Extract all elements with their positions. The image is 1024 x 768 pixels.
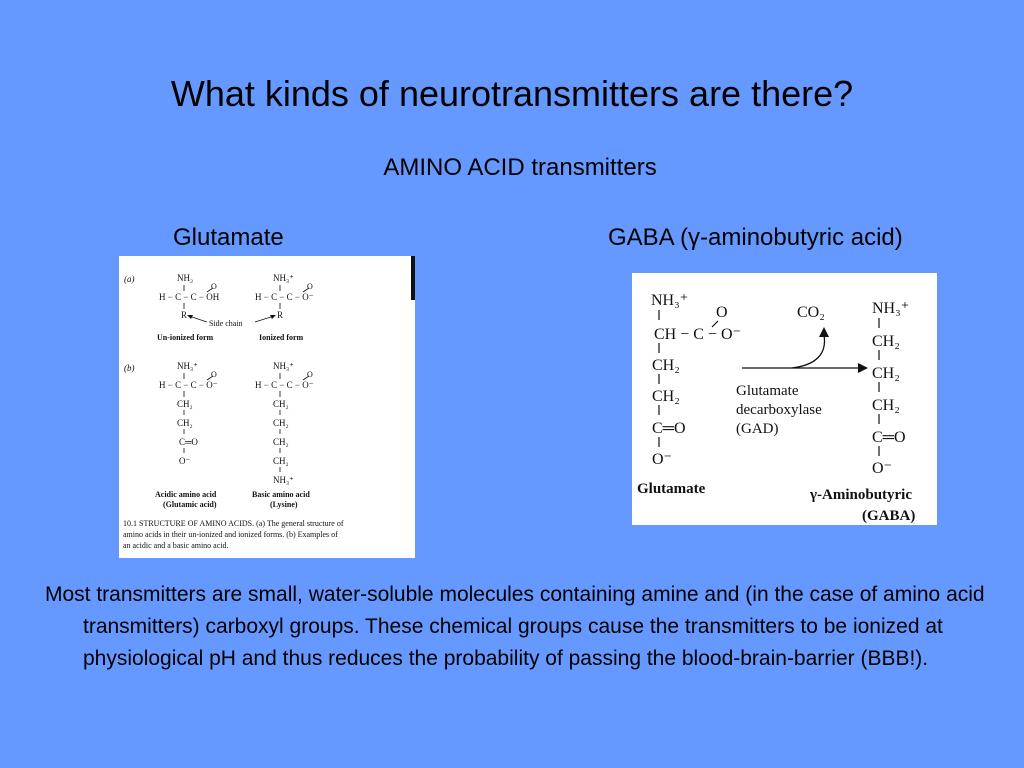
enzyme-abbrev: (GAD) (736, 421, 779, 437)
svg-text:CH − C − O⁻: CH − C − O⁻ (654, 326, 741, 343)
amino-acid-structure-diagram (119, 256, 415, 558)
svg-text:O⁻: O⁻ (872, 460, 892, 477)
svg-text:H − C − C − O⁻: H − C − C − O⁻ (255, 380, 314, 390)
basic-example: (Lysine) (270, 500, 298, 509)
svg-text:NH₃⁺: NH₃⁺ (177, 361, 198, 371)
gaba-synthesis-figure (632, 273, 937, 525)
svg-text:O: O (307, 370, 313, 379)
side-chain-label: Side chain (209, 319, 243, 328)
svg-text:NH₃⁺: NH₃⁺ (651, 292, 689, 309)
caption-line-1: 10.1 STRUCTURE OF AMINO ACIDS. (a) The general structure of (123, 519, 344, 528)
svg-text:CH₂: CH₂ (872, 365, 900, 382)
slide-title: What kinds of neurotransmitters are there? (170, 73, 854, 114)
svg-text:NH₃⁺: NH₃⁺ (872, 300, 910, 317)
panel-a-label: (a) (124, 274, 135, 284)
ionized-label: Ionized form (259, 333, 304, 342)
svg-text:O⁻: O⁻ (179, 456, 191, 466)
enzyme-name-1: Glutamate (736, 383, 799, 399)
svg-text:CH₂: CH₂ (273, 456, 289, 466)
svg-text:CH₂: CH₂ (273, 399, 289, 409)
caption-line-3: an acidic and a basic amino acid. (123, 541, 229, 550)
amino-acid-structure-figure (119, 256, 415, 558)
svg-text:O: O (716, 304, 728, 321)
svg-text:NH₂: NH₂ (177, 273, 194, 283)
svg-text:H − C − C − O⁻: H − C − C − O⁻ (159, 380, 218, 390)
description-paragraph: Most transmitters are small, water-soluble molecules containing amine and (in the case of amino acid transmitters) carboxyl groups. These chemical groups cause the transmitters to be ionized at physiological pH and thus reduces the probability of passing the blood-brain-barrier (BBB!). (45, 583, 985, 670)
svg-text:CH₂: CH₂ (652, 357, 680, 374)
un-ionized-label: Un-ionized form (157, 333, 214, 342)
gaba-abbrev-label: (GABA) (862, 508, 916, 524)
svg-text:O⁻: O⁻ (652, 451, 672, 468)
svg-text:O: O (211, 370, 217, 379)
svg-text:H − C − C − O⁻: H − C − C − O⁻ (255, 292, 314, 302)
svg-text:CH₂: CH₂ (177, 399, 193, 409)
caption-line-2: amino acids in their un-ionized and ionized forms. (b) Examples of (123, 530, 338, 539)
acidic-label: Acidic amino acid (155, 490, 217, 499)
co2-label: CO₂ (797, 304, 825, 321)
gaba-synthesis-diagram (632, 273, 937, 525)
gaba-molecule-label: γ-Aminobutyric (810, 487, 913, 503)
svg-text:CH₂: CH₂ (652, 388, 680, 405)
svg-text:NH₃⁺: NH₃⁺ (273, 361, 294, 371)
enzyme-name-2: decarboxylase (736, 402, 822, 418)
svg-text:H − C − C − OH: H − C − C − OH (159, 292, 220, 302)
panel-b-label: (b) (124, 363, 135, 373)
gaba-heading: GABA (γ-aminobutyric acid) (608, 224, 903, 251)
glutamate-molecule-label: Glutamate (637, 481, 706, 497)
basic-label: Basic amino acid (252, 490, 310, 499)
svg-text:NH₃⁺: NH₃⁺ (273, 475, 294, 485)
svg-text:R: R (277, 310, 284, 320)
acidic-example: (Glutamic acid) (163, 500, 217, 509)
svg-text:NH₃⁺: NH₃⁺ (273, 273, 294, 283)
svg-text:CH₂: CH₂ (273, 418, 289, 428)
svg-text:O: O (307, 282, 313, 291)
svg-text:CH₂: CH₂ (273, 437, 289, 447)
slide-subtitle: AMINO ACID transmitters (383, 154, 657, 181)
svg-text:CH₂: CH₂ (872, 333, 900, 350)
svg-text:CH₂: CH₂ (177, 418, 193, 428)
glutamate-heading: Glutamate (173, 224, 284, 251)
svg-text:C═O: C═O (872, 429, 906, 446)
svg-text:C═O: C═O (652, 420, 686, 437)
svg-text:C═O: C═O (179, 437, 198, 447)
svg-text:R: R (181, 310, 188, 320)
svg-text:O: O (211, 282, 217, 291)
svg-text:CH₂: CH₂ (872, 397, 900, 414)
